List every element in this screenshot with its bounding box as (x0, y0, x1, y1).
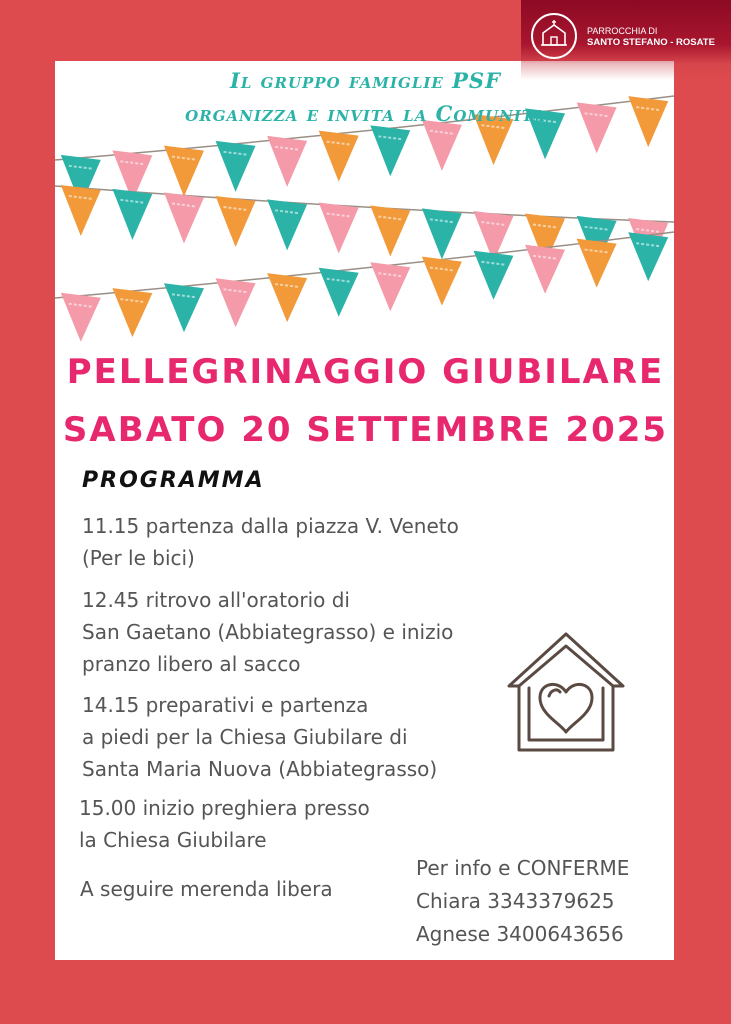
bunting-flag (267, 273, 307, 322)
schedule-item-4 (79, 792, 370, 856)
schedule-item-3 (82, 689, 437, 785)
schedule-item-3-line-2: a piedi per la Chiesa Giubilare di (82, 725, 408, 749)
logo-line-2: SANTO STEFANO - ROSATE (587, 37, 715, 48)
bunting-flag (112, 288, 152, 337)
contact-heading: Per info e CONFERME (416, 856, 630, 880)
schedule-item-5 (80, 873, 333, 905)
bunting-flag (370, 125, 410, 176)
bunting-flag (112, 189, 152, 240)
church-icon (531, 13, 577, 59)
schedule-item-2-line-3: pranzo libero al sacco (82, 652, 301, 676)
house-heart-icon (505, 630, 627, 761)
bunting-flag (577, 239, 617, 288)
bunting-flag (319, 268, 359, 317)
bunting-flag (628, 232, 668, 281)
schedule-item-1 (82, 510, 459, 574)
bunting-flag (164, 192, 204, 243)
bunting-flag (525, 245, 565, 294)
programma-heading: PROGRAMMA (82, 468, 265, 493)
bunting-flag (216, 278, 256, 327)
contact-chiara: Chiara 3343379625 (416, 889, 615, 913)
bunting-flag (164, 146, 204, 197)
event-title: PELLEGRINAGGIO GIUBILARE (66, 352, 665, 392)
schedule-item-2 (82, 584, 453, 680)
bunting-flag (422, 120, 462, 171)
bunting-flag (473, 251, 513, 300)
bunting-flag (370, 262, 410, 311)
schedule-item-3-line-3: Santa Maria Nuova (Abbiategrasso) (82, 757, 438, 781)
intro-line-1: Il gruppo famiglie PSF (230, 68, 501, 93)
schedule-item-3-line-1: 14.15 preparativi e partenza (82, 693, 369, 717)
bunting-flag (61, 185, 101, 236)
contact-info (416, 852, 629, 951)
schedule-item-2-line-2: San Gaetano (Abbiategrasso) e inizio (82, 620, 454, 644)
logo-line-1: PARROCCHIA DI (587, 26, 658, 36)
schedule-item-4-line-2: la Chiesa Giubilare (79, 828, 267, 852)
intro-line-2: organizza e invita la Comunita (185, 101, 546, 126)
contact-agnese: Agnese 3400643656 (416, 922, 624, 946)
schedule-item-4-line-1: 15.00 inizio preghiera presso (79, 796, 370, 820)
bunting-flag (422, 208, 462, 259)
bunting-flag (267, 136, 307, 187)
schedule-item-1-line-1: 11.15 partenza dalla piazza V. Veneto (82, 514, 459, 538)
bunting-flag (422, 257, 462, 306)
bunting-flag (319, 131, 359, 182)
event-date: SABATO 20 SETTEMBRE 2025 (62, 410, 669, 450)
bunting-flag (164, 283, 204, 332)
bunting-flag (319, 202, 359, 253)
schedule-item-5-line-1: A seguire merenda libera (80, 877, 333, 901)
bunting-flag (267, 199, 307, 250)
bunting-flag (370, 205, 410, 256)
bunting-flag (216, 196, 256, 247)
schedule-item-2-line-1: 12.45 ritrovo all'oratorio di (82, 588, 350, 612)
bunting-flag (216, 141, 256, 192)
bunting-flag (61, 293, 101, 342)
schedule-item-1-line-2: (Per le bici) (82, 546, 195, 570)
